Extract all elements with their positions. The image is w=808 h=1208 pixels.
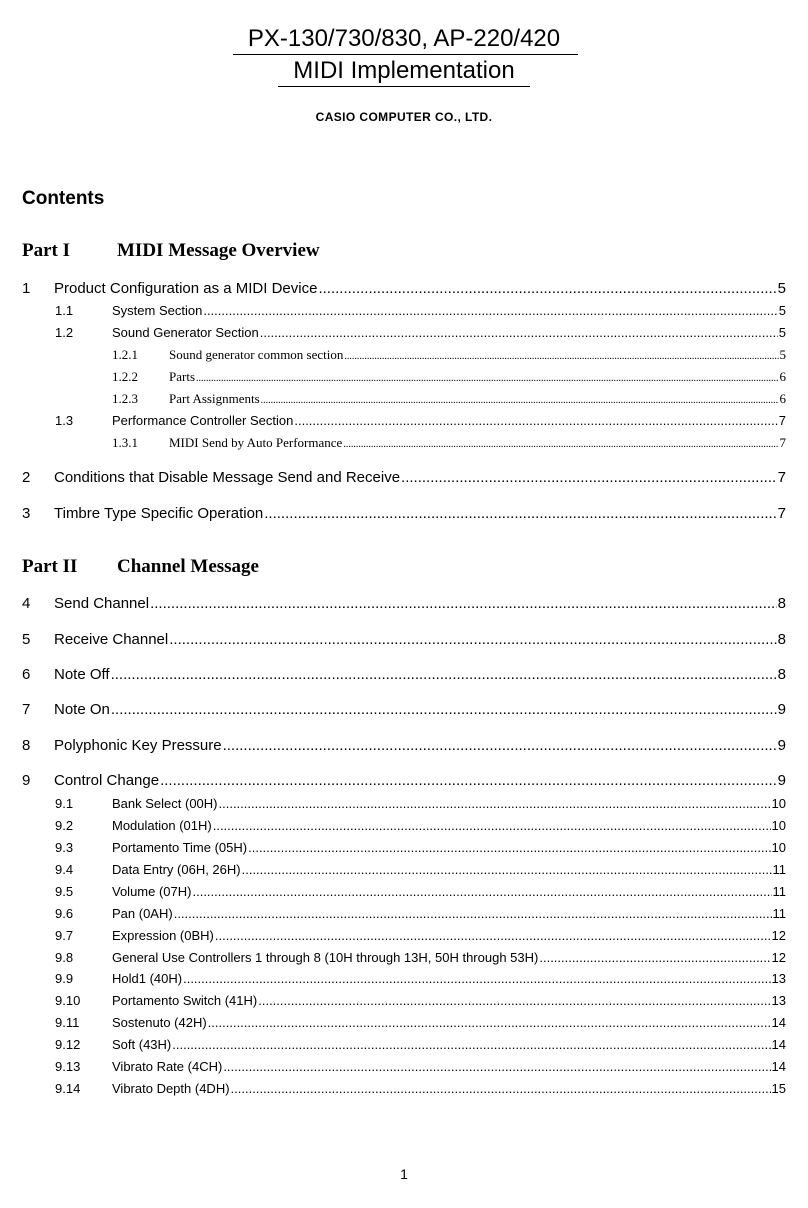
toc-text: Soft (43H): [112, 1037, 172, 1052]
toc-entry[interactable]: [55, 818, 786, 836]
part-number: Part II: [22, 556, 78, 577]
toc-text: Sound Generator Section: [112, 325, 259, 340]
toc-text: Bank Select (00H): [112, 796, 218, 811]
toc-entry[interactable]: [55, 840, 786, 858]
toc-text: Hold1 (40H): [112, 971, 183, 986]
toc-entry[interactable]: [55, 325, 786, 343]
toc-entry[interactable]: [22, 772, 786, 792]
toc-number: 1.2.1: [112, 347, 138, 362]
toc-text: System Section: [112, 303, 203, 318]
toc-leader: [192, 884, 771, 899]
toc-number: 1.2: [55, 325, 74, 340]
toc-text: Performance Controller Section: [112, 413, 294, 428]
toc-page: 8: [777, 666, 786, 683]
toc-text: Note Off: [54, 666, 110, 683]
toc-number: 9.8: [55, 950, 74, 965]
toc-text: Control Change: [54, 772, 160, 789]
toc-entry[interactable]: [55, 950, 786, 968]
toc-text: Sostenuto (42H): [112, 1015, 207, 1030]
toc-page: 10: [771, 818, 786, 833]
toc-text: Modulation (01H): [112, 818, 212, 833]
toc-entry[interactable]: [112, 369, 786, 387]
toc-entry[interactable]: [55, 971, 786, 989]
toc-leader: [172, 1037, 770, 1052]
toc-entry[interactable]: [55, 993, 786, 1011]
toc-text: Product Configuration as a MIDI Device: [54, 280, 318, 297]
toc-number: 1.1: [55, 303, 74, 318]
toc-page: 14: [771, 1015, 786, 1030]
document-subtitle: MIDI Implementation: [293, 57, 515, 84]
toc-entry[interactable]: [112, 347, 786, 365]
toc-entry[interactable]: [55, 1037, 786, 1055]
toc-text: Portamento Switch (41H): [112, 993, 258, 1008]
toc-number: 9.9: [55, 971, 74, 986]
toc-page: 11: [772, 906, 786, 921]
toc-leader: [261, 395, 779, 406]
toc-page: 5: [778, 325, 786, 340]
toc-entry[interactable]: [55, 884, 786, 902]
toc-leader: [213, 818, 771, 833]
toc-leader: [248, 840, 770, 855]
toc-page: 13: [771, 993, 786, 1008]
toc-page: 14: [771, 1059, 786, 1074]
toc-number: 8: [22, 737, 31, 754]
toc-leader: [208, 1015, 771, 1030]
toc-text: Data Entry (06H, 26H): [112, 862, 241, 877]
part-title: MIDI Message Overview: [117, 240, 320, 261]
toc-number: 1.3.1: [112, 435, 138, 450]
toc-leader: [223, 1059, 770, 1074]
toc-page: 14: [771, 1037, 786, 1052]
toc-number: 9: [22, 772, 31, 789]
toc-leader: [219, 796, 771, 811]
toc-text: Polyphonic Key Pressure: [54, 737, 222, 754]
toc-entry[interactable]: [55, 928, 786, 946]
toc-number: 6: [22, 666, 31, 683]
toc-leader: [231, 1081, 771, 1096]
toc-number: 9.6: [55, 906, 74, 921]
toc-text: Send Channel: [54, 595, 150, 612]
toc-text: Vibrato Depth (4DH): [112, 1081, 230, 1096]
toc-leader: [258, 993, 770, 1008]
toc-number: 2: [22, 469, 31, 486]
toc-page: 5: [779, 347, 786, 362]
toc-leader: [111, 701, 777, 718]
toc-text: Conditions that Disable Message Send and Receive: [54, 469, 401, 486]
toc-entry[interactable]: [22, 631, 786, 651]
toc-number: 1: [22, 280, 31, 297]
toc-number: 9.13: [55, 1059, 81, 1074]
toc-page: 8: [777, 595, 786, 612]
toc-number: 1.2.3: [112, 391, 138, 406]
toc-entry[interactable]: [55, 1081, 786, 1099]
toc-page: 7: [779, 435, 786, 450]
toc-text: Sound generator common section: [169, 347, 344, 362]
toc-leader: [174, 906, 772, 921]
toc-page: 15: [771, 1081, 786, 1096]
toc-page: 11: [772, 862, 786, 877]
toc-number: 9.11: [55, 1015, 80, 1030]
contents-heading: Contents: [22, 188, 105, 209]
toc-number: 9.5: [55, 884, 74, 899]
toc-text: General Use Controllers 1 through 8 (10H through 13H, 50H through 53H): [112, 950, 539, 965]
toc-leader: [242, 862, 772, 877]
toc-text: Timbre Type Specific Operation: [54, 505, 264, 522]
toc-page: 9: [777, 737, 786, 754]
toc-leader: [183, 971, 770, 986]
toc-page: 5: [778, 303, 786, 318]
toc-page: 11: [772, 884, 786, 899]
toc-number: 9.12: [55, 1037, 81, 1052]
toc-text: MIDI Send by Auto Performance: [169, 435, 343, 450]
toc-number: 3: [22, 505, 31, 522]
toc-page: 12: [771, 950, 786, 965]
toc-page: 7: [778, 413, 786, 428]
toc-entry[interactable]: [55, 862, 786, 880]
toc-entry[interactable]: [55, 796, 786, 814]
toc-leader: [343, 439, 778, 450]
toc-text: Expression (0BH): [112, 928, 214, 943]
toc-number: 4: [22, 595, 31, 612]
toc-text: Vibrato Rate (4CH): [112, 1059, 223, 1074]
toc-entry[interactable]: [112, 391, 786, 409]
toc-page: 7: [777, 505, 786, 522]
toc-text: Note On: [54, 701, 110, 718]
toc-entry[interactable]: [55, 413, 786, 431]
toc-text: Part Assignments: [169, 391, 260, 406]
toc-leader: [539, 950, 770, 965]
toc-number: 9.14: [55, 1081, 81, 1096]
toc-number: 1.2.2: [112, 369, 138, 384]
toc-number: 1.3: [55, 413, 74, 428]
toc-page: 9: [777, 701, 786, 718]
toc-text: Pan (0AH): [112, 906, 173, 921]
toc-page: 6: [779, 369, 786, 384]
toc-number: 9.1: [55, 796, 74, 811]
toc-entry[interactable]: [22, 595, 786, 615]
document-title: PX-130/730/830, AP-220/420: [247, 25, 561, 52]
toc-page: 5: [777, 280, 786, 297]
toc-leader: [111, 666, 777, 683]
toc-entry[interactable]: [112, 435, 786, 453]
toc-text: Parts: [169, 369, 195, 384]
toc-leader: [203, 303, 777, 318]
toc-page: 7: [777, 469, 786, 486]
toc-entry[interactable]: [22, 666, 786, 686]
toc-text: Volume (07H): [112, 884, 192, 899]
toc-number: 9.4: [55, 862, 74, 877]
toc-number: 9.10: [55, 993, 81, 1008]
toc-leader: [260, 325, 778, 340]
toc-entry[interactable]: [55, 1015, 786, 1033]
title-underline: [233, 54, 578, 55]
toc-entry[interactable]: [22, 737, 786, 757]
part-number: Part I: [22, 240, 71, 261]
toc-entry[interactable]: [22, 505, 786, 525]
toc-leader: [264, 505, 776, 522]
toc-leader: [169, 631, 776, 648]
toc-page: 10: [771, 796, 786, 811]
toc-leader: [401, 469, 777, 486]
toc-number: 9.3: [55, 840, 74, 855]
toc-page: 13: [771, 971, 786, 986]
toc-entry[interactable]: [55, 906, 786, 924]
toc-leader: [196, 373, 779, 384]
part-title: Channel Message: [117, 556, 259, 577]
toc-leader: [223, 737, 777, 754]
toc-leader: [318, 280, 776, 297]
toc-leader: [294, 413, 777, 428]
toc-entry[interactable]: [22, 469, 786, 489]
company-name: CASIO COMPUTER CO., LTD.: [315, 110, 493, 124]
toc-number: 9.7: [55, 928, 74, 943]
toc-number: 7: [22, 701, 31, 718]
toc-number: 9.2: [55, 818, 74, 833]
toc-entry[interactable]: [22, 701, 786, 721]
subtitle-underline: [278, 86, 530, 87]
toc-page: 6: [779, 391, 786, 406]
toc-leader: [150, 595, 777, 612]
toc-page: 10: [771, 840, 786, 855]
toc-leader: [344, 351, 778, 362]
toc-entry[interactable]: [55, 303, 786, 321]
toc-text: Receive Channel: [54, 631, 169, 648]
toc-entry[interactable]: [55, 1059, 786, 1077]
toc-text: Portamento Time (05H): [112, 840, 248, 855]
toc-page: 12: [771, 928, 786, 943]
toc-page: 8: [777, 631, 786, 648]
toc-leader: [215, 928, 771, 943]
toc-page: 9: [777, 772, 786, 789]
toc-leader: [160, 772, 777, 789]
toc-number: 5: [22, 631, 31, 648]
toc-entry[interactable]: [22, 280, 786, 300]
page-number: 1: [400, 1166, 408, 1182]
